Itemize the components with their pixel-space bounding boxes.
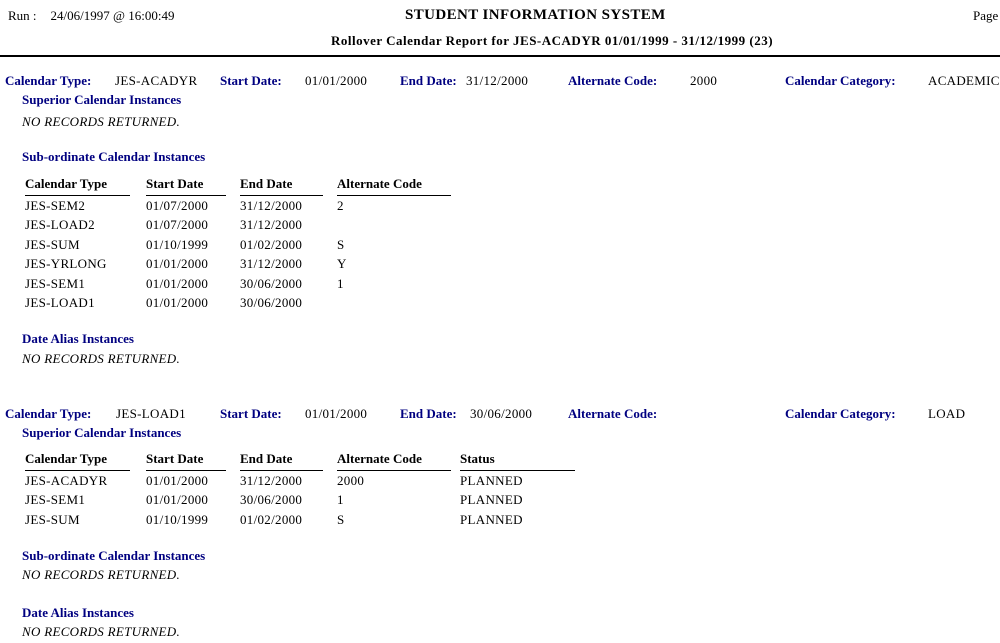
column-header: Calendar Type [25,451,130,471]
header-divider [0,55,1000,57]
calendar-type-value: JES-LOAD1 [116,406,186,421]
table-body [25,196,460,312]
table-body [25,471,580,529]
table-header-row [25,451,575,471]
table-row [25,471,580,490]
report-title: STUDENT INFORMATION SYSTEM [405,7,666,23]
table-cell: PLANNED [460,492,523,508]
table-cell: 1 [337,275,344,291]
table-cell: 01/01/2000 [146,294,209,310]
subordinate-instances-heading: Sub-ordinate Calendar Instances [22,548,206,563]
page-label: Page [973,8,999,23]
table-cell: JES-SUM [25,511,80,527]
table-cell: JES-SUM [25,236,80,252]
table-cell: S [337,511,345,527]
column-header: Alternate Code [337,176,451,196]
table-row [25,490,580,509]
table-cell: JES-LOAD1 [25,294,95,310]
no-records-text: NO RECORDS RETURNED. [22,351,181,366]
subordinate-instances-heading: Sub-ordinate Calendar Instances [22,149,206,164]
superior-instances-heading: Superior Calendar Instances [22,425,182,440]
start-date-value: 01/01/2000 [305,406,368,421]
table-cell: 31/12/2000 [240,473,303,488]
table-cell: S [337,236,345,252]
no-records-text: NO RECORDS RETURNED. [22,567,181,582]
start-date-label: Start Date: [220,406,282,421]
table-cell: JES-LOAD2 [25,217,95,233]
table-row [25,254,460,273]
table-cell: 01/10/1999 [146,511,209,527]
table-row [25,215,460,234]
start-date-label: Start Date: [220,73,282,88]
table-cell: 01/01/2000 [146,492,209,508]
table-cell: 31/12/2000 [240,256,303,272]
table-row [25,274,460,293]
table-cell: 2000 [337,473,365,488]
table-cell: 30/06/2000 [240,275,303,291]
table-cell: 01/01/2000 [146,275,209,291]
table-cell: PLANNED [460,473,523,488]
run-timestamp [8,8,174,24]
table-cell: JES-SEM1 [25,492,86,508]
table-cell: 1 [337,492,344,508]
table-cell: JES-ACADYR [25,473,108,488]
table-cell: 31/12/2000 [240,217,303,233]
table-row [25,235,460,254]
column-header: Start Date [146,451,226,471]
run-value: 24/06/1997 @ 16:00:49 [50,8,175,23]
table-header-row [25,176,460,196]
column-header: Status [460,451,575,471]
column-header: End Date [240,451,323,471]
end-date-value: 31/12/2000 [466,73,529,88]
end-date-label: End Date: [400,406,457,421]
table-cell: JES-YRLONG [25,256,107,272]
calendar-category-value: ACADEMIC [928,73,1000,88]
record-header [0,406,1000,423]
table-row [25,293,460,312]
superior-instances-heading: Superior Calendar Instances [22,92,182,107]
run-label: Run : [8,8,37,23]
calendar-category-label: Calendar Category: [785,73,896,88]
no-records-text: NO RECORDS RETURNED. [22,114,181,129]
table-cell: 01/02/2000 [240,236,303,252]
table-cell: 30/06/2000 [240,492,303,508]
column-header: Calendar Type [25,176,130,196]
column-header: End Date [240,176,323,196]
table-cell: 01/07/2000 [146,217,209,233]
date-alias-instances-heading: Date Alias Instances [22,605,134,620]
column-header: Alternate Code [337,451,451,471]
alternate-code-value: 2000 [690,73,718,88]
record-header [0,73,1000,90]
table-cell: 01/02/2000 [240,511,303,527]
table-cell: 01/07/2000 [146,198,209,213]
table-cell: 31/12/2000 [240,198,303,213]
end-date-label: End Date: [400,73,457,88]
table-cell: 2 [337,198,344,213]
table-cell: 01/10/1999 [146,236,209,252]
table-cell: Y [337,256,347,272]
calendar-type-label: Calendar Type: [5,73,92,88]
table-cell: JES-SEM2 [25,198,86,213]
start-date-value: 01/01/2000 [305,73,368,88]
alternate-code-label: Alternate Code: [568,73,658,88]
alternate-code-label: Alternate Code: [568,406,658,421]
table-row [25,196,460,215]
table-cell: 30/06/2000 [240,294,303,310]
table-cell: PLANNED [460,511,523,527]
calendar-type-value: JES-ACADYR [115,73,198,88]
table-cell: 01/01/2000 [146,473,209,488]
no-records-text: NO RECORDS RETURNED. [22,624,181,639]
calendar-type-label: Calendar Type: [5,406,92,421]
end-date-value: 30/06/2000 [470,406,533,421]
calendar-category-label: Calendar Category: [785,406,896,421]
calendar-category-value: LOAD [928,406,966,421]
table-row [25,510,580,529]
table-cell: JES-SEM1 [25,275,86,291]
report-subtitle: Rollover Calendar Report for JES-ACADYR 01/01/1999 - 31/12/1999 (23) [331,33,774,48]
column-header: Start Date [146,176,226,196]
date-alias-instances-heading: Date Alias Instances [22,331,134,346]
table-cell: 01/01/2000 [146,256,209,272]
